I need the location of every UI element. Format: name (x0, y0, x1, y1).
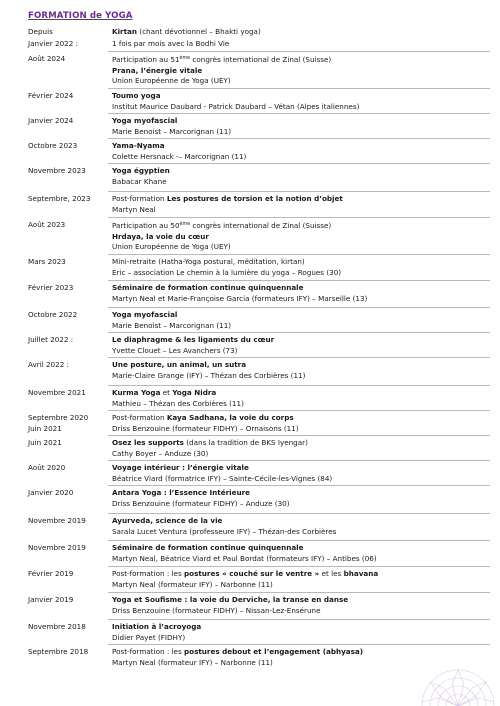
entry-description (112, 166, 492, 187)
entry-line (112, 527, 492, 538)
entry-description (112, 595, 492, 616)
entry-text: (dans la tradition de BKS Iyengar) (183, 438, 308, 447)
entry-description (112, 54, 492, 87)
entry-date: Janvier 2024 (28, 116, 74, 125)
mandala-logo (418, 666, 498, 706)
entry-date: Novembre 2019 (28, 543, 86, 552)
entry-line (112, 335, 492, 346)
entry-date: Novembre 2021 (28, 388, 86, 397)
entry-description (112, 335, 492, 356)
entry-line (112, 360, 492, 371)
row-divider (108, 619, 490, 620)
entry-text: Marie Benoist – Marcorignan (11) (112, 126, 232, 136)
entry-highlight: bhavana (343, 569, 379, 578)
entry-line (112, 543, 492, 554)
entry-description (112, 91, 492, 112)
entry-line (112, 102, 492, 113)
entry-highlight: Séminaire de formation continue quinquennale (112, 283, 304, 292)
entry-line (112, 310, 492, 321)
entry-highlight: Yoga myofascial (112, 116, 178, 125)
entry-text: 1 fois par mois avec la Bodhi Vie (112, 39, 230, 48)
entry-line (112, 205, 492, 216)
entry-description (112, 388, 492, 409)
entry-highlight: Kirtan (112, 27, 137, 36)
entry-date: Octobre 2022 (28, 310, 78, 319)
entry-text: Union Européenne de Yoga (UEY) (112, 76, 231, 85)
row-divider (108, 592, 490, 593)
entry-highlight: Toumo yoga (112, 91, 161, 100)
row-divider (108, 113, 490, 114)
entry-date: Mars 2023 (28, 257, 66, 266)
entry-line (112, 488, 492, 499)
row-divider (108, 163, 490, 164)
entry-description (112, 647, 492, 668)
entry-line (112, 438, 492, 449)
entry-text: Martyn Neal (112, 204, 156, 214)
entry-date: Octobre 2023 (28, 141, 78, 150)
entry-text: Yvette Clouet – Les Avanchers (73) (112, 345, 238, 355)
entry-line (112, 141, 492, 152)
entry-date: Février 2024 (28, 91, 74, 100)
entry-date: Novembre 2019 (28, 516, 86, 525)
entry-date: Août 2023 (28, 220, 66, 229)
row-divider (108, 540, 490, 541)
entry-text: Institut Maurice Daubard - Patrick Daubard – Vétan (Alpes italiennes) (112, 101, 360, 111)
entry-date: Février 2023 (28, 283, 74, 292)
entry-highlight: Yoga Nidra (172, 388, 217, 397)
entry-text: Mathieu – Thézan des Corbières (11) (112, 398, 244, 408)
row-divider (108, 332, 490, 333)
entry-highlight: Voyage intérieur : l’énergie vitale (112, 463, 249, 472)
entry-date: Novembre 2023 (28, 166, 86, 175)
entry-description (112, 438, 492, 459)
page-title: FORMATION de YOGA (28, 11, 133, 21)
entry-text: Post-formation (112, 413, 167, 422)
entry-text: Marie-Claire Grange (IFY) – Thézan des Corbières (11) (112, 370, 306, 380)
entry-text: Marie Benoist – Marcorignan (11) (112, 320, 232, 330)
entry-highlight: Hrdaya, la voie du cœur (112, 231, 209, 241)
entry-text: Béatrice Viard (formatrice IFY) – Sainte-Cécile-les-Vignes (84) (112, 473, 333, 483)
entry-line (112, 39, 492, 50)
entry-line (112, 116, 492, 127)
entry-date: Depuis (28, 27, 53, 36)
entry-date: Septembre 2018 (28, 647, 89, 656)
row-divider (108, 138, 490, 139)
entry-date: Juin 2021 (28, 424, 62, 433)
ordinal-suffix: ème (179, 56, 191, 61)
entry-text: Cathy Boyer – Anduze (30) (112, 448, 209, 458)
entry-description (112, 543, 492, 564)
entry-line (112, 177, 492, 188)
entry-line (112, 166, 492, 177)
entry-line (112, 580, 492, 591)
entry-line (112, 346, 492, 357)
entry-line (112, 257, 492, 268)
entry-text: Participation au 51 (112, 55, 180, 64)
entry-date: Janvier 2022 : (28, 39, 78, 48)
entry-description (112, 194, 492, 215)
row-divider (108, 307, 490, 308)
entry-text: Martyn Neal et Marie-Françoise Garcia (formateurs IFY) – Marseille (13) (112, 293, 368, 303)
row-divider (108, 460, 490, 461)
entry-highlight: Kaya Sadhana, la voie du corps (166, 413, 294, 422)
entry-description (112, 488, 492, 509)
entry-highlight: Yoga égyptien (112, 166, 170, 175)
entry-text: et les (319, 569, 344, 578)
entry-date: Septembre, 2023 (28, 194, 91, 203)
entry-line (112, 569, 492, 580)
entry-description (112, 569, 492, 590)
entry-line (112, 232, 492, 243)
entry-text: Éric – association Le chemin à la lumière du yoga – Rogues (30) (112, 267, 342, 277)
row-divider (108, 51, 490, 52)
entry-description (112, 39, 492, 50)
entry-text: Babacar Khane (112, 176, 167, 186)
entry-line (112, 321, 492, 332)
entry-line (112, 413, 492, 424)
entry-description (112, 463, 492, 484)
entry-description (112, 257, 492, 278)
entry-line (112, 622, 492, 633)
row-divider (108, 485, 490, 486)
row-divider (108, 217, 490, 218)
entry-line (112, 516, 492, 527)
entry-line (112, 242, 492, 253)
entry-description (112, 310, 492, 331)
entry-highlight: Antara Yoga : l’Essence Intérieure (112, 488, 251, 497)
entry-line (112, 66, 492, 77)
entry-highlight: Le diaphragme & les ligaments du cœur (112, 335, 275, 344)
entry-highlight: Osez les supports (112, 438, 184, 447)
entry-line (112, 371, 492, 382)
entry-line (112, 283, 492, 294)
entry-date: Juin 2021 (28, 438, 62, 447)
entry-line (112, 474, 492, 485)
entry-description (112, 283, 492, 304)
entry-date: Juillet 2022 : (28, 335, 74, 344)
entry-description (112, 622, 492, 643)
entry-line (112, 388, 492, 399)
entry-text: Driss Benzouine (formateur FIDHY) – Ornaisons (11) (112, 424, 299, 433)
entry-highlight: Les postures de torsion et la notion d’objet (166, 194, 343, 203)
entry-line (112, 633, 492, 644)
row-divider (108, 88, 490, 89)
entry-text: Participation au 50 (112, 221, 180, 230)
entry-highlight: Yama-Nyama (112, 141, 165, 150)
entry-line (112, 647, 492, 658)
entry-text: congrès international de Zinal (Suisse) (190, 55, 332, 64)
entry-line (112, 463, 492, 474)
entry-text: Didier Payet (FIDHY) (112, 632, 186, 642)
entry-date: Février 2019 (28, 569, 74, 578)
entry-description (112, 516, 492, 537)
entry-description (112, 116, 492, 137)
entry-description (112, 360, 492, 381)
entry-line (112, 127, 492, 138)
entry-text: Post-formation : les (112, 647, 185, 656)
entry-text: Colette Hersnack -– Marcorignan (11) (112, 151, 247, 161)
entry-line (112, 499, 492, 510)
entry-line (112, 27, 492, 38)
entry-line (112, 91, 492, 102)
entry-date: Août 2024 (28, 54, 66, 63)
entry-text: Union Européenne de Yoga (UEY) (112, 242, 231, 251)
entry-text: Martyn Neal, Béatrice Viard et Paul Bordat (formateurs IFY) – Antibes (06) (112, 553, 377, 563)
entry-description (112, 141, 492, 162)
entry-line (112, 595, 492, 606)
entry-highlight: Yoga myofascial (112, 310, 178, 319)
entry-date: Janvier 2020 (28, 488, 74, 497)
entry-highlight: Séminaire de formation continue quinquennale (112, 543, 304, 552)
entry-text: Driss Benzouine (formateur FIDHY) – Nissan-Lez-Ensérune (112, 605, 321, 615)
entry-line (112, 152, 492, 163)
entry-line (112, 76, 492, 87)
entry-line (112, 268, 492, 279)
entry-text: Mini-retraite (Hatha-Yoga postural, méditation, kirtan) (112, 257, 305, 266)
row-divider (108, 644, 490, 645)
entry-line (112, 606, 492, 617)
entry-line (112, 449, 492, 460)
row-divider (108, 191, 490, 192)
entry-highlight: Kurma Yoga (112, 388, 161, 397)
entry-text: Driss Benzouine (formateur FIDHY) – Anduze (30) (112, 498, 290, 508)
entry-highlight: Yoga et Soufisme : la voie du Derviche, la transe en danse (112, 595, 349, 604)
entry-text: Sarala Lucet Ventura (professeure IFY) – Thézan-des Corbières (112, 526, 337, 536)
entry-line (112, 399, 492, 410)
row-divider (108, 254, 490, 255)
row-divider (108, 280, 490, 281)
entry-text: (chant dévotionnel – Bhakti yoga) (136, 27, 261, 36)
entry-text: Martyn Neal (formateur IFY) – Narbonne (11) (112, 657, 273, 667)
entry-highlight: Prana, l’énergie vitale (112, 65, 203, 75)
entry-text: Post-formation (112, 194, 167, 203)
entry-date: Avril 2022 : (28, 360, 69, 369)
row-divider (108, 513, 490, 514)
entry-line (112, 554, 492, 565)
entry-highlight: postures « couché sur le ventre » (184, 569, 320, 578)
entry-date: Août 2020 (28, 463, 66, 472)
entry-line (112, 294, 492, 305)
entry-description (112, 27, 492, 38)
entry-description (112, 424, 492, 435)
row-divider (108, 566, 490, 567)
entry-description (112, 220, 492, 253)
entry-text: Martyn Neal (formateur IFY) – Narbonne (11) (112, 579, 273, 589)
entry-text: congrès international de Zinal (Suisse) (190, 221, 332, 230)
entry-highlight: Initiation à l’acroyoga (112, 622, 202, 631)
entry-highlight: Une posture, un animal, un sutra (112, 360, 247, 369)
entry-line (112, 220, 492, 232)
entry-text: et (160, 388, 173, 397)
entry-date: Janvier 2019 (28, 595, 74, 604)
entry-highlight: Ayurveda, science de la vie (112, 516, 223, 525)
entry-description (112, 413, 492, 424)
entry-text: Post-formation : les (112, 569, 185, 578)
ordinal-suffix: ème (179, 222, 191, 227)
entry-highlight: postures debout et l’engagement (abhyasa) (184, 647, 364, 656)
row-divider (108, 357, 490, 358)
entry-line (112, 194, 492, 205)
entry-line (112, 54, 492, 66)
entry-date: Novembre 2018 (28, 622, 86, 631)
entry-line (112, 424, 492, 435)
entry-date: Septembre 2020 (28, 413, 89, 422)
row-divider (108, 385, 490, 386)
row-divider (108, 410, 490, 411)
row-divider (108, 435, 490, 436)
